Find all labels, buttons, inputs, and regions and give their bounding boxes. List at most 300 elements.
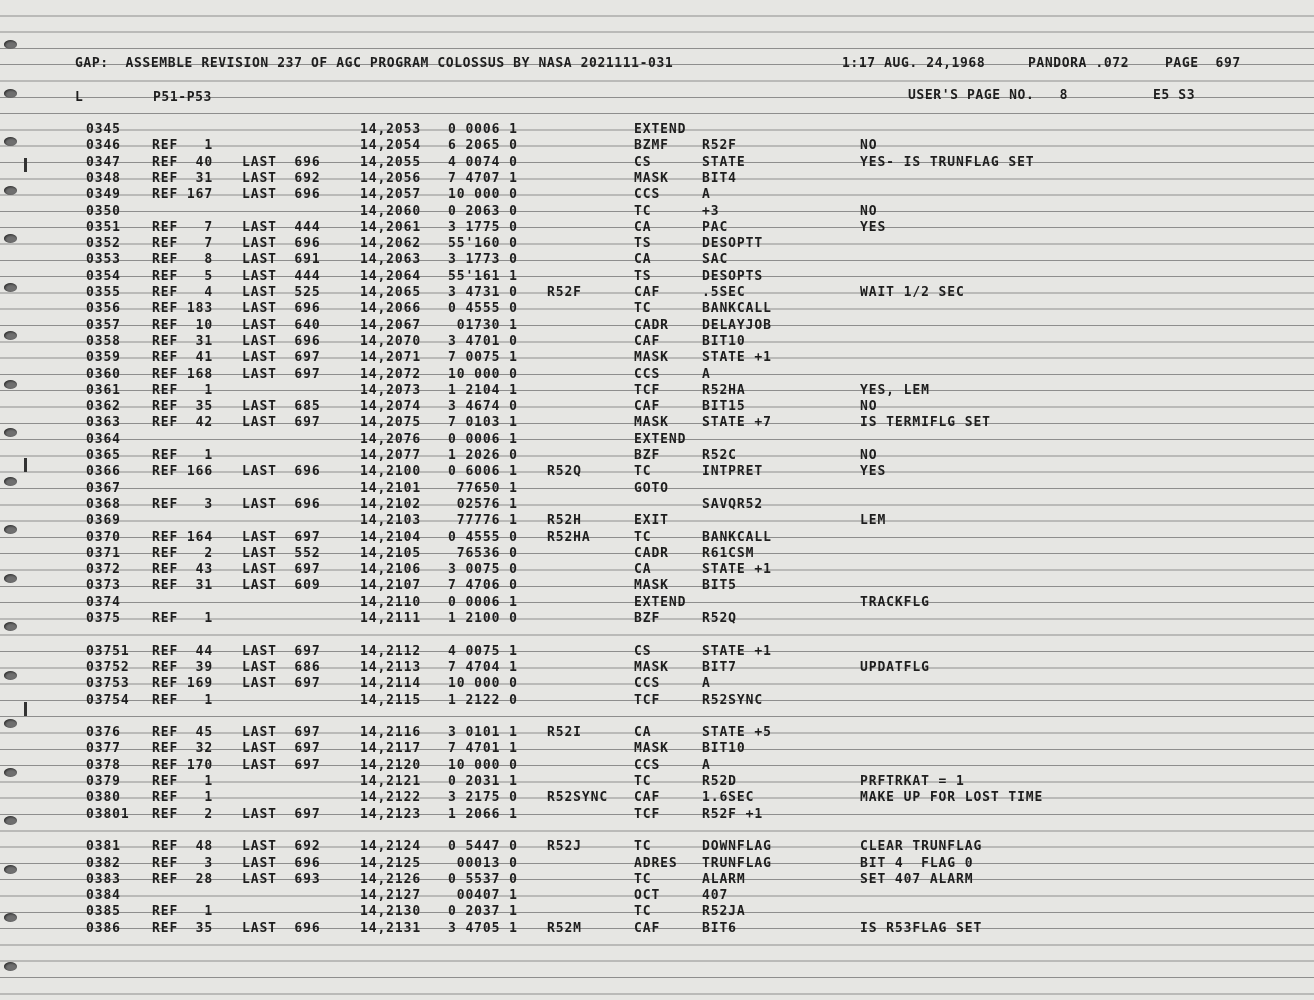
opcode: TCF (634, 692, 661, 708)
address: 14,2102 (360, 496, 422, 512)
ref-count: REF 1 (152, 790, 214, 806)
line-number: 0351 (86, 219, 121, 235)
octal-word: 55'160 0 (448, 236, 518, 252)
margin-mark (24, 458, 27, 472)
operand: SAC (702, 252, 729, 268)
line-number: 0366 (86, 464, 121, 480)
ref-count: REF 169 (152, 676, 214, 692)
ref-count: REF 31 (152, 170, 214, 186)
feed-hole (4, 283, 17, 292)
opcode: CCS (634, 757, 661, 773)
comment: TRACKFLG (860, 594, 930, 610)
code-label: R52I (547, 725, 582, 741)
feed-hole (4, 768, 17, 777)
address: 14,2071 (360, 350, 422, 366)
line-number: 03754 (86, 692, 130, 708)
opcode: CAF (634, 399, 661, 415)
octal-word: 1 2066 1 (448, 806, 518, 822)
opcode: BZF (634, 448, 661, 463)
ref-count: REF 45 (152, 725, 214, 741)
comment: NO (860, 399, 878, 415)
opcode: CAF (634, 790, 661, 806)
last-page: LAST 696 (242, 301, 321, 317)
opcode: MASK (634, 415, 669, 431)
address: 14,2121 (360, 774, 422, 789)
comment: CLEAR TRUNFLAG (860, 839, 983, 855)
operand: R52D (702, 774, 737, 789)
last-page: LAST 444 (242, 268, 321, 284)
ref-count: REF 31 (152, 333, 214, 349)
opcode: TC (634, 904, 652, 920)
ref-count: REF 4 (152, 285, 214, 300)
address: 14,2110 (360, 594, 422, 610)
octal-word: 02576 1 (448, 496, 518, 512)
address: 14,2105 (360, 545, 422, 561)
opcode: CA (634, 725, 652, 741)
last-page: LAST 686 (242, 659, 321, 675)
opcode: TC (634, 203, 652, 219)
address: 14,2062 (360, 236, 422, 252)
tractor-feed-margin (0, 0, 22, 1000)
subheader-user-page: USER'S PAGE NO. 8 (908, 88, 1069, 103)
address: 14,2117 (360, 741, 422, 757)
ref-count: REF 40 (152, 154, 214, 170)
last-page: LAST 696 (242, 236, 321, 252)
opcode: EXTEND (634, 431, 687, 447)
line-number: 0385 (86, 904, 121, 920)
line-number: 0362 (86, 399, 121, 415)
ref-count: REF 170 (152, 757, 214, 773)
opcode: TC (634, 871, 652, 887)
octal-word: 3 1775 0 (448, 219, 518, 235)
address: 14,2076 (360, 431, 422, 447)
address: 14,2100 (360, 464, 422, 480)
comment: UPDATFLG (860, 659, 930, 675)
octal-word: 0 4555 0 (448, 529, 518, 545)
octal-word: 1 2122 0 (448, 692, 518, 708)
opcode: EXIT (634, 513, 669, 529)
opcode: BZMF (634, 138, 669, 154)
octal-word: 7 4706 0 (448, 578, 518, 594)
line-number: 0379 (86, 774, 121, 789)
comment: IS R53FLAG SET (860, 920, 983, 936)
octal-word: 7 0075 1 (448, 350, 518, 366)
address: 14,2074 (360, 399, 422, 415)
feed-hole (4, 574, 17, 583)
operand: R52Q (702, 611, 737, 626)
comment: NO (860, 203, 878, 219)
address: 14,2073 (360, 382, 422, 398)
operand: R52SYNC (702, 692, 764, 708)
subheader-code: E5 S3 (1153, 88, 1196, 103)
opcode: CADR (634, 317, 669, 333)
comment: YES, LEM (860, 382, 930, 398)
comment: YES (860, 464, 887, 480)
last-page: LAST 696 (242, 187, 321, 203)
address: 14,2104 (360, 529, 422, 545)
last-page: LAST 685 (242, 399, 321, 415)
address: 14,2126 (360, 871, 422, 887)
operand: +3 (702, 203, 720, 219)
address: 14,2113 (360, 659, 422, 675)
last-page: LAST 552 (242, 545, 321, 561)
octal-word: 3 2175 0 (448, 790, 518, 806)
opcode: CCS (634, 366, 661, 382)
ref-count: REF 8 (152, 252, 214, 268)
comment: YES (860, 219, 887, 235)
feed-hole (4, 234, 17, 243)
last-page: LAST 692 (242, 839, 321, 855)
octal-word: 00407 1 (448, 888, 518, 904)
opcode: CAF (634, 333, 661, 349)
ref-count: REF 3 (152, 496, 214, 512)
last-page: LAST 696 (242, 333, 321, 349)
address: 14,2066 (360, 301, 422, 317)
address: 14,2067 (360, 317, 422, 333)
feed-hole (4, 671, 17, 680)
last-page: LAST 697 (242, 741, 321, 757)
last-page: LAST 693 (242, 871, 321, 887)
operand: BIT4 (702, 170, 737, 186)
code-label: R52Q (547, 464, 582, 480)
address: 14,2116 (360, 725, 422, 741)
opcode: MASK (634, 578, 669, 594)
opcode: EXTEND (634, 122, 687, 137)
feed-hole (4, 719, 17, 728)
line-number: 0382 (86, 855, 121, 871)
octal-word: 0 6006 1 (448, 464, 518, 480)
opcode: CA (634, 562, 652, 578)
line-number: 0357 (86, 317, 121, 333)
operand: R61CSM (702, 545, 755, 561)
address: 14,2125 (360, 855, 422, 871)
octal-word: 76536 0 (448, 545, 518, 561)
feed-hole (4, 913, 17, 922)
margin-mark (24, 158, 27, 172)
ref-count: REF 10 (152, 317, 214, 333)
last-page: LAST 697 (242, 725, 321, 741)
octal-word: 3 0075 0 (448, 562, 518, 578)
address: 14,2061 (360, 219, 422, 235)
comment: NO (860, 138, 878, 154)
address: 14,2101 (360, 480, 422, 496)
ref-count: REF 164 (152, 529, 214, 545)
operand: BIT7 (702, 659, 737, 675)
opcode: ADRES (634, 855, 678, 871)
line-number: 0361 (86, 382, 121, 398)
ref-count: REF 7 (152, 236, 214, 252)
address: 14,2107 (360, 578, 422, 594)
octal-word: 3 4674 0 (448, 399, 518, 415)
operand: R52F (702, 138, 737, 154)
operand: BIT10 (702, 741, 746, 757)
opcode: CS (634, 154, 652, 170)
operand: DOWNFLAG (702, 839, 772, 855)
line-number: 03752 (86, 659, 130, 675)
feed-hole (4, 137, 17, 146)
ref-count: REF 1 (152, 382, 214, 398)
address: 14,2057 (360, 187, 422, 203)
comment: WAIT 1/2 SEC (860, 285, 965, 300)
line-number: 0383 (86, 871, 121, 887)
address: 14,2060 (360, 203, 422, 219)
opcode: TS (634, 268, 652, 284)
octal-word: 0 0006 1 (448, 431, 518, 447)
operand: STATE (702, 154, 746, 170)
feed-hole (4, 865, 17, 874)
ref-count: REF 48 (152, 839, 214, 855)
line-number: 0356 (86, 301, 121, 317)
octal-word: 3 1773 0 (448, 252, 518, 268)
operand: STATE +1 (702, 643, 772, 659)
line-number: 0384 (86, 888, 121, 904)
comment: BIT 4 FLAG 0 (860, 855, 974, 871)
address: 14,2122 (360, 790, 422, 806)
opcode: CAF (634, 285, 661, 300)
comment: MAKE UP FOR LOST TIME (860, 790, 1044, 806)
opcode: TC (634, 464, 652, 480)
address: 14,2127 (360, 888, 422, 904)
octal-word: 3 4731 0 (448, 285, 518, 300)
ref-count: REF 7 (152, 219, 214, 235)
address: 14,2123 (360, 806, 422, 822)
last-page: LAST 609 (242, 578, 321, 594)
octal-word: 6 2065 0 (448, 138, 518, 154)
opcode: CAF (634, 920, 661, 936)
ref-count: REF 3 (152, 855, 214, 871)
line-number: 0372 (86, 562, 121, 578)
line-number: 0369 (86, 513, 121, 529)
opcode: TC (634, 774, 652, 789)
last-page: LAST 697 (242, 366, 321, 382)
feed-hole (4, 380, 17, 389)
ref-count: REF 39 (152, 659, 214, 675)
octal-word: 7 4704 1 (448, 659, 518, 675)
octal-word: 1 2104 1 (448, 382, 518, 398)
octal-word: 77776 1 (448, 513, 518, 529)
ref-count: REF 35 (152, 399, 214, 415)
address: 14,2111 (360, 611, 422, 626)
octal-word: 55'161 1 (448, 268, 518, 284)
operand: INTPRET (702, 464, 764, 480)
ref-count: REF 1 (152, 611, 214, 626)
line-number: 0377 (86, 741, 121, 757)
ref-count: REF 44 (152, 643, 214, 659)
address: 14,2130 (360, 904, 422, 920)
feed-hole (4, 477, 17, 486)
opcode: MASK (634, 741, 669, 757)
line-number: 0370 (86, 529, 121, 545)
feed-hole (4, 40, 17, 49)
operand: BANKCALL (702, 301, 772, 317)
address: 14,2077 (360, 448, 422, 463)
comment: IS TERMIFLG SET (860, 415, 991, 431)
opcode: TC (634, 301, 652, 317)
last-page: LAST 696 (242, 464, 321, 480)
address: 14,2124 (360, 839, 422, 855)
address: 14,2131 (360, 920, 422, 936)
operand: DESOPTT (702, 236, 764, 252)
feed-hole (4, 622, 17, 631)
octal-word: 7 4707 1 (448, 170, 518, 186)
opcode: TCF (634, 806, 661, 822)
ref-count: REF 1 (152, 692, 214, 708)
header-datetime: 1:17 AUG. 24,1968 (842, 56, 986, 71)
opcode: CADR (634, 545, 669, 561)
octal-word: 0 0006 1 (448, 594, 518, 610)
operand: BIT10 (702, 333, 746, 349)
octal-word: 00013 0 (448, 855, 518, 871)
line-number: 0380 (86, 790, 121, 806)
octal-word: 0 0006 1 (448, 122, 518, 137)
octal-word: 0 2037 1 (448, 904, 518, 920)
ref-count: REF 42 (152, 415, 214, 431)
octal-word: 0 4555 0 (448, 301, 518, 317)
operand: DESOPTS (702, 268, 764, 284)
line-number: 0373 (86, 578, 121, 594)
subheader-section: P51-P53 (153, 90, 212, 105)
octal-word: 4 0075 1 (448, 643, 518, 659)
address: 14,2056 (360, 170, 422, 186)
opcode: CCS (634, 676, 661, 692)
line-number: 0345 (86, 122, 121, 137)
last-page: LAST 697 (242, 562, 321, 578)
line-number: 0349 (86, 187, 121, 203)
opcode: BZF (634, 611, 661, 626)
address: 14,2054 (360, 138, 422, 154)
last-page: LAST 697 (242, 643, 321, 659)
feed-hole (4, 816, 17, 825)
opcode: CS (634, 643, 652, 659)
opcode: CA (634, 219, 652, 235)
operand: .5SEC (702, 285, 746, 300)
ref-count: REF 35 (152, 920, 214, 936)
ref-count: REF 1 (152, 904, 214, 920)
octal-word: 0 2063 0 (448, 203, 518, 219)
opcode: GOTO (634, 480, 669, 496)
line-number: 0348 (86, 170, 121, 186)
ref-count: REF 41 (152, 350, 214, 366)
opcode: MASK (634, 659, 669, 675)
last-page: LAST 697 (242, 529, 321, 545)
operand: ALARM (702, 871, 746, 887)
line-number: 0368 (86, 496, 121, 512)
comment: NO (860, 448, 878, 463)
octal-word: 10 000 0 (448, 757, 518, 773)
octal-word: 1 2100 0 (448, 611, 518, 626)
comment: PRFTRKAT = 1 (860, 774, 965, 789)
ref-count: REF 167 (152, 187, 214, 203)
operand: 1.6SEC (702, 790, 755, 806)
octal-word: 7 0103 1 (448, 415, 518, 431)
operand: R52JA (702, 904, 746, 920)
operand: SAVQR52 (702, 496, 764, 512)
line-number: 0354 (86, 268, 121, 284)
operand: BANKCALL (702, 529, 772, 545)
address: 14,2053 (360, 122, 422, 137)
opcode: MASK (634, 170, 669, 186)
line-number: 0363 (86, 415, 121, 431)
octal-word: 10 000 0 (448, 366, 518, 382)
ref-count: REF 43 (152, 562, 214, 578)
line-number: 03751 (86, 643, 130, 659)
ref-count: REF 31 (152, 578, 214, 594)
last-page: LAST 640 (242, 317, 321, 333)
line-number: 0347 (86, 154, 121, 170)
line-number: 0360 (86, 366, 121, 382)
last-page: LAST 696 (242, 154, 321, 170)
code-label: R52HA (547, 529, 591, 545)
opcode: TC (634, 529, 652, 545)
operand: STATE +1 (702, 562, 772, 578)
ref-count: REF 1 (152, 774, 214, 789)
feed-hole (4, 331, 17, 340)
opcode: OCT (634, 888, 661, 904)
operand: BIT15 (702, 399, 746, 415)
code-label: R52F (547, 285, 582, 300)
line-number: 0364 (86, 431, 121, 447)
line-number: 0353 (86, 252, 121, 268)
line-number: 0386 (86, 920, 121, 936)
last-page: LAST 697 (242, 350, 321, 366)
address: 14,2106 (360, 562, 422, 578)
ref-count: REF 1 (152, 138, 214, 154)
operand: A (702, 366, 711, 382)
subheader-letter: L (75, 90, 84, 105)
octal-word: 7 4701 1 (448, 741, 518, 757)
line-number: 0350 (86, 203, 121, 219)
octal-word: 1 2026 0 (448, 448, 518, 463)
octal-word: 10 000 0 (448, 187, 518, 203)
octal-word: 0 2031 1 (448, 774, 518, 789)
octal-word: 0 5447 0 (448, 839, 518, 855)
octal-word: 0 5537 0 (448, 871, 518, 887)
operand: BIT5 (702, 578, 737, 594)
feed-hole (4, 89, 17, 98)
line-number: 0378 (86, 757, 121, 773)
comment: SET 407 ALARM (860, 871, 974, 887)
operand: A (702, 676, 711, 692)
line-number: 0352 (86, 236, 121, 252)
last-page: LAST 525 (242, 285, 321, 300)
ref-count: REF 183 (152, 301, 214, 317)
last-page: LAST 696 (242, 920, 321, 936)
operand: A (702, 187, 711, 203)
octal-word: 01730 1 (448, 317, 518, 333)
comment: YES- IS TRUNFLAG SET (860, 154, 1035, 170)
ref-count: REF 5 (152, 268, 214, 284)
address: 14,2072 (360, 366, 422, 382)
header-page-number: PAGE 697 (1165, 56, 1241, 71)
feed-hole (4, 428, 17, 437)
operand: TRUNFLAG (702, 855, 772, 871)
operand: BIT6 (702, 920, 737, 936)
address: 14,2112 (360, 643, 422, 659)
opcode: TS (634, 236, 652, 252)
line-number: 0355 (86, 285, 121, 300)
feed-hole (4, 962, 17, 971)
header-pandora: PANDORA .072 (1028, 56, 1130, 71)
last-page: LAST 697 (242, 415, 321, 431)
operand: A (702, 757, 711, 773)
opcode: CCS (634, 187, 661, 203)
ref-count: REF 1 (152, 448, 214, 463)
code-label: R52J (547, 839, 582, 855)
opcode: MASK (634, 350, 669, 366)
address: 14,2070 (360, 333, 422, 349)
ref-count: REF 32 (152, 741, 214, 757)
line-number: 0358 (86, 333, 121, 349)
